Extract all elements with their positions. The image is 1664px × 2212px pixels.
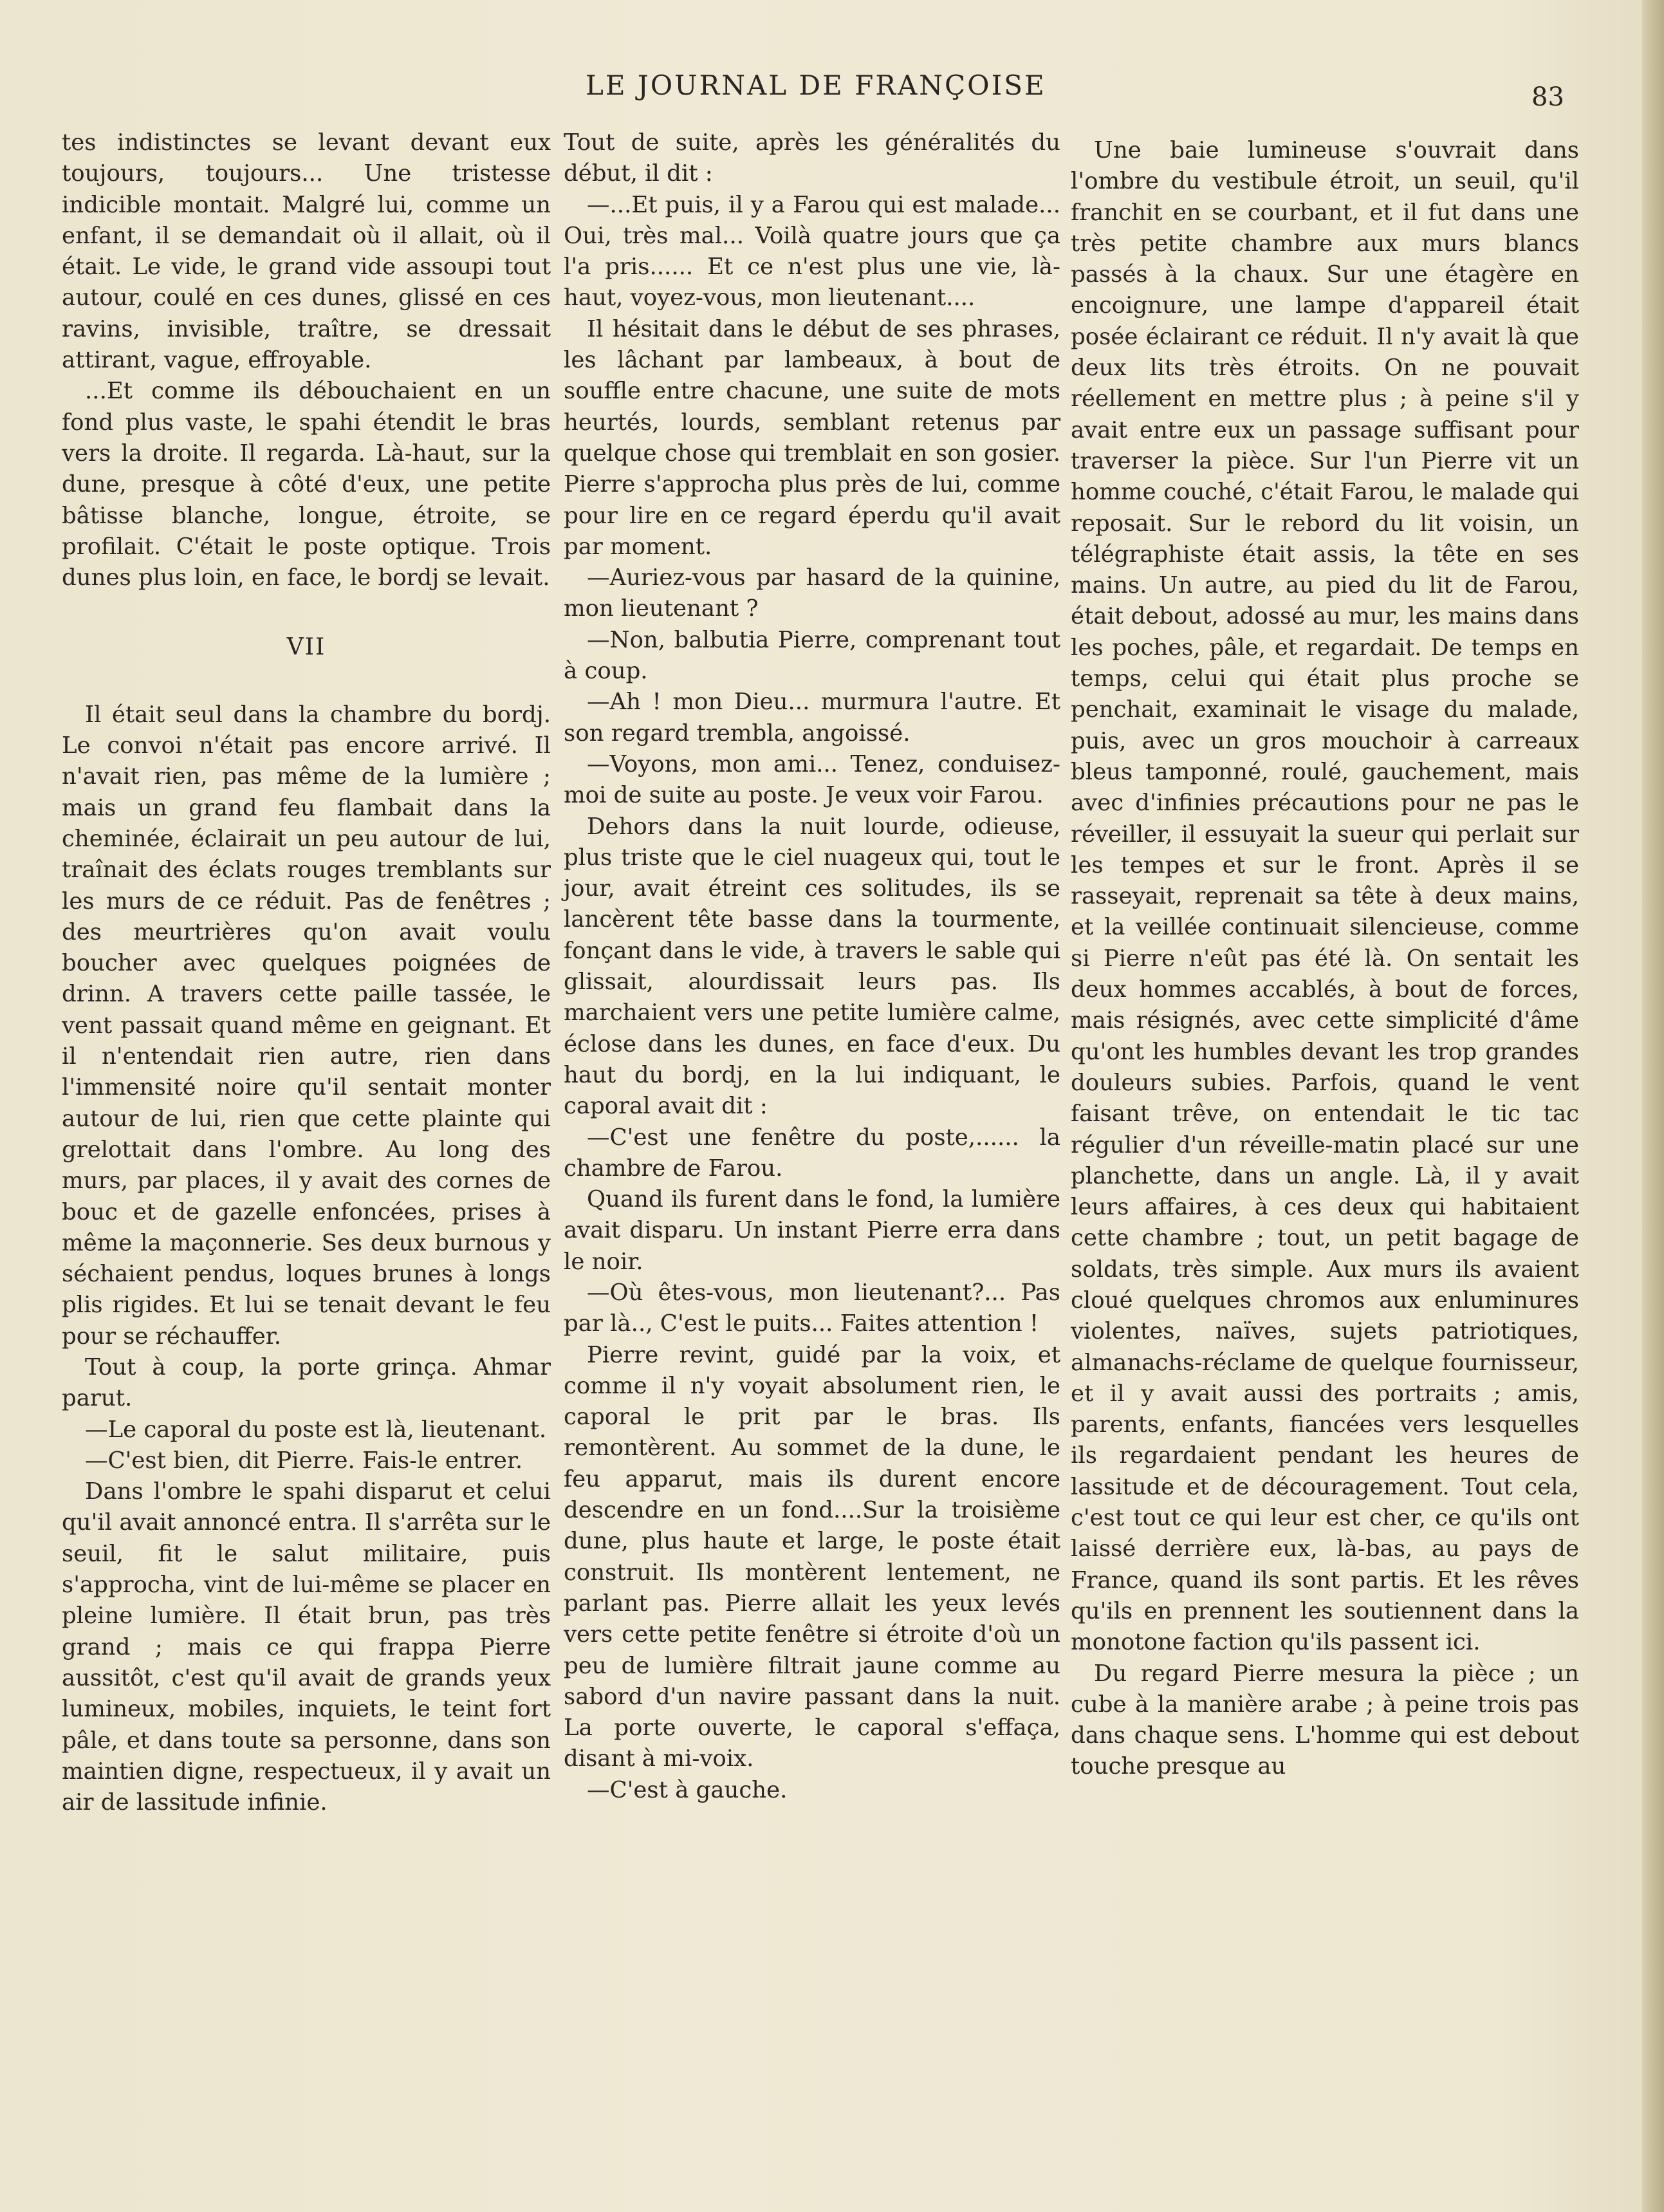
paragraph: Une baie lumineuse s'ouvrait dans l'ombre du vestibule étroit, un seuil, qu'il franchit en se courbant, et il fut dans une très petite chambre aux murs blancs passés à la chaux. Sur une étagère en encoignure, une lampe d'appareil était posée éclairant ce réduit. Il n'y avait là que deux lits très étroits. On ne pouvait réellement en mettre plus ; à peine s'il y avait entre eux un passage suffisant pour traverser la pièce. Sur l'un Pierre vit un homme couché, c'était Farou, le malade qui reposait. Sur le rebord du lit voisin, un télégraphiste était assis, la tête en ses mains. Un autre, au pied du lit de Farou, était debout, adossé au mur, les mains dans les poches, pâle, et regardait. De temps en temps, celui qui était plus proche se penchait, examinait le visage du malade, puis, avec un gros mouchoir à carreaux bleus tamponné, roulé, gauchement, mais avec d'infinies précautions pour ne pas le réveiller, il essuyait la sueur qui perlait sur les tempes et sur le front. Après il se rasseyait, reprenait sa tête à deux mains, et la veillée continuait silencieuse, comme si Pierre n'eût pas été là. On sentait les deux hommes accablés, à bout de forces, mais résignés, avec cette simplicité d'âme qu'ont les humbles devant les trop grandes douleurs subies. Parfois, quand le vent faisant trêve, on entendait le tic tac régulier d'un réveille-matin placé sur une planchette, dans un angle. Là, il y avait leurs affaires, à ces deux qui habitaient cette chambre ; tout, un petit bagage de soldats, très simple. Aux murs ils avaient cloué quelques chromos aux enluminures violentes, naïves, sujets patriotiques, almanachs-réclame de quelque fournisseur, et il y avait aussi des portraits ; amis, parents, enfants, fiancées vers lesquelles ils regardaient pendant les heures de lassitude et de découragement. Tout cela, c'est tout ce qui leur est cher, ce qu'ils ont laissé derrière eux, là-bas, au pays de France, quand ils sont partis. Et les rêves qu'ils en prennent les soutiennent dans la monotone faction qu'ils passent ici.	[1071, 137, 1579, 1656]
paragraph: —Ah ! mon Dieu... murmura l'autre. Et son regard trembla, angoissé.	[564, 689, 1060, 747]
page-header	[0, 70, 1664, 112]
paragraph: ...Et comme ils débouchaient en un fond plus vaste, le spahi étendit le bras vers la droite. Il regarda. Là-haut, sur la dune, presque à côté d'eux, une petite bâtisse blanche, longue, étroite, se profilait. C'était le poste optique. Trois dunes plus loin, en face, le bordj se levait.	[62, 378, 551, 591]
paragraph: Quand ils furent dans le fond, la lumière avait disparu. Un instant Pierre erra dans le noir.	[564, 1186, 1060, 1275]
paragraph: —C'est à gauche.	[587, 1776, 788, 1803]
section-heading: VII	[286, 634, 326, 661]
paragraph: Il était seul dans la chambre du bordj. Le convoi n'était pas encore arrivé. Il n'avait rien, pas même de la lumière ; mais un grand feu flambait dans la cheminée, éclairait un peu autour de lui, traînait des éclats rouges tremblants sur les murs de ce réduit. Pas de fenêtres ; des meurtrières qu'on avait voulu boucher avec quelques poignées de drinn. A travers cette paille tassée, le vent passait quand même en geignant. Et il n'entendait rien autre, rien dans l'immensité noire qu'il sentait monter autour de lui, rien que cette plainte qui grelottait dans l'ombre. Au long des murs, par places, il y avait des cornes de bouc et de gazelle enfoncées, prises à même la maçonnerie. Ses deux burnous y séchaient pendus, loques brunes à longs plis rigides. Et lui se tenait devant le feu pour se réchauffer.	[62, 701, 551, 1350]
paragraph: Dans l'ombre le spahi disparut et celui qu'il avait annoncé entra. Il s'arrêta sur le seuil, fit le salut militaire, puis s'approcha, vint de lui-même se placer en pleine lumière. Il était brun, pas très grand ; mais ce qui frappa Pierre aussitôt, c'est qu'il avait de grands yeux lumineux, mobiles, inquiets, le teint fort pâle, et dans toute sa personne, dans son maintien digne, respectueux, il y avait un air de lassitude infinie.	[62, 1478, 551, 1816]
paragraph: —Où êtes-vous, mon lieutenant?... Pas par là.., C'est le puits... Faites attention !	[564, 1279, 1060, 1337]
paragraph: Tout de suite, après les généralités du début, il dit :	[564, 129, 1060, 187]
paragraph: Dehors dans la nuit lourde, odieuse, plus triste que le ciel nuageux qui, tout le jour, avait étreint ces solitudes, ils se lancèrent tête basse dans la tourmente, fonçant dans le vide, à travers le sable qui glissait, alourdissait leurs pas. Ils marchaient vers une petite lumière calme, éclose dans les dunes, en face d'eux. Du haut du bordj, en la lui indiquant, le caporal avait dit :	[564, 813, 1060, 1120]
paragraph: Du regard Pierre mesura la pièce ; un cube à la manière arabe ; à peine trois pas dans chaque sens. L'homme qui est debout touche presque au	[1071, 1660, 1579, 1780]
paragraph: —C'est une fenêtre du poste,...... la chambre de Farou.	[564, 1124, 1060, 1182]
text-column-2	[564, 127, 1060, 1806]
paragraph: Pierre revint, guidé par la voix, et comme il n'y voyait absolument rien, le caporal le prit par le bras. Ils remontèrent. Au sommet de la dune, le feu apparut, mais ils durent encore descendre en un fond....Sur la troisième dune, plus haute et large, le poste était construit. Ils montèrent lentement, ne parlant pas. Pierre allait les yeux levés vers cette petite fenêtre si étroite d'où un peu de lumière filtrait jaune comme au sabord d'un navire passant dans la nuit. La porte ouverte, le caporal s'effaça, disant à mi-voix.	[564, 1341, 1060, 1772]
text-column-3	[1071, 135, 1579, 1783]
paragraph: tes indistinctes se levant devant eux toujours, toujours... Une tristesse indicible montait. Malgré lui, comme un enfant, il se demandait où il allait, où il était. Le vide, le grand vide assoupi tout autour, coulé en ces dunes, glissé en ces ravins, invisible, traître, se dressait attirant, vague, effroyable.	[62, 129, 551, 374]
paragraph: —Non, balbutia Pierre, comprenant tout à coup.	[564, 626, 1060, 685]
text-column-1	[62, 127, 551, 1818]
paragraph: —C'est bien, dit Pierre. Fais-le entrer.	[85, 1447, 523, 1474]
paragraph: —Voyons, mon ami... Tenez, conduisez-moi de suite au poste. Je veux voir Farou.	[564, 750, 1060, 809]
paragraph: —...Et puis, il y a Farou qui est malade... Oui, très mal... Voilà quatre jours que ça l'a pris...... Et ce n'est plus une vie, là-haut, voyez-vous, mon lieutenant....	[564, 191, 1060, 311]
paragraph: Il hésitait dans le début de ses phrases, les lâchant par lambeaux, à bout de souffle entre chacune, une suite de mots heurtés, lourds, semblant retenus par quelque chose qui tremblait en son gosier. Pierre s'approcha plus près de lui, comme pour lire en ce regard éperdu qu'il avait par moment.	[564, 315, 1060, 560]
paragraph: Tout à coup, la porte grinça. Ahmar parut.	[62, 1353, 551, 1412]
page-edge	[1642, 0, 1664, 2212]
paragraph: —Le caporal du poste est là, lieutenant.	[85, 1416, 547, 1443]
paragraph: —Auriez-vous par hasard de la quinine, mon lieutenant ?	[564, 564, 1060, 622]
page-number: 83	[1531, 82, 1564, 112]
running-title: LE JOURNAL DE FRANÇOISE	[586, 70, 1046, 101]
